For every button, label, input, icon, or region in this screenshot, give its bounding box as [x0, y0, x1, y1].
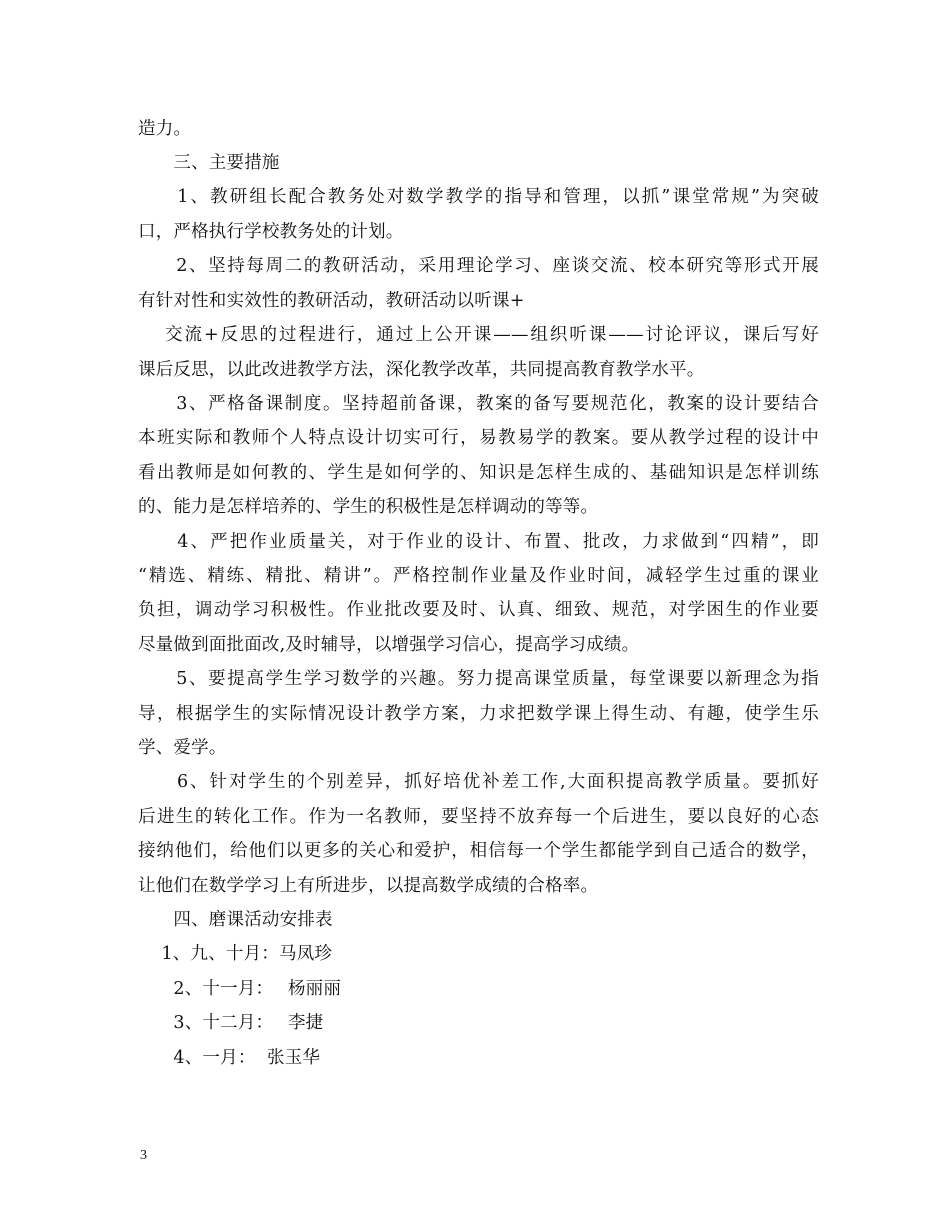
text-line: 造力。 — [138, 119, 192, 139]
text-line: 尽量做到面批面改,及时辅导，以增强学习信心，提高学习成绩。 — [138, 635, 640, 655]
text-line: 5、要提高学生学习数学的兴趣。努力提高课堂质量，每堂课要以新理念为指 — [138, 669, 819, 689]
text-line: 6、针对学生的个别差异，抓好培优补差工作,大面积提高教学质量。要抓好 — [138, 772, 819, 792]
text-line: 交流+反思的过程进行，通过上公开课——组织听课——讨论评议，课后写好 — [138, 325, 819, 345]
section-heading: 四、磨课活动安排表 — [138, 910, 333, 930]
text-line: 负担，调动学习积极性。作业批改要及时、认真、细致、规范，对学困生的作业要 — [138, 600, 819, 620]
schedule-item: 2、十一月： 杨丽丽 — [138, 979, 342, 999]
text-line: 2、坚持每周二的教研活动，采用理论学习、座谈交流、校本研究等形式开展 — [138, 256, 819, 276]
text-line: 本班实际和教师个人特点设计切实可行，易教易学的教案。要从教学过程的设计中 — [138, 428, 819, 448]
text-line: 课后反思，以此改进教学方法，深化教学改革，共同提高教育教学水平。 — [138, 360, 705, 380]
text-line: “精选、精练、精批、精讲”。严格控制作业量及作业时间，减轻学生过重的课业 — [138, 566, 819, 586]
section-heading: 三、主要措施 — [138, 153, 280, 173]
text-line: 1、教研组长配合教务处对数学教学的指导和管理，以抓”课堂常规”为突破 — [138, 187, 819, 207]
text-line: 3、严格备课制度。坚持超前备课，教案的备写要规范化，教案的设计要结合 — [138, 394, 819, 414]
schedule-item: 3、十二月： 李捷 — [138, 1013, 324, 1033]
text-line: 后进生的转化工作。作为一名教师，要坚持不放弃每一个后进生，要以良好的心态 — [138, 807, 819, 827]
page-number: 3 — [140, 1148, 147, 1163]
text-line: 导，根据学生的实际情况设计教学方案，力求把数学课上得生动、有趣，使学生乐 — [138, 704, 819, 724]
text-line: 看出教师是如何教的、学生是如何学的、知识是怎样生成的、基础知识是怎样训练 — [138, 463, 819, 483]
text-line: 有针对性和实效性的教研活动，教研活动以听课+ — [138, 291, 525, 311]
text-line: 的、能力是怎样培养的、学生的积极性是怎样调动的等等。 — [138, 497, 599, 517]
text-line: 4、严把作业质量关，对于作业的设计、布置、批改，力求做到“四精”，即 — [138, 532, 819, 552]
text-line: 口，严格执行学校教务处的计划。 — [138, 222, 404, 242]
text-line: 学、爱学。 — [138, 738, 227, 758]
text-line: 接纳他们，给他们以更多的关心和爱护，相信每一个学生都能学到自己适合的数学， — [138, 841, 819, 861]
text-line: 让他们在数学学习上有所进步，以提高数学成绩的合格率。 — [138, 876, 599, 896]
schedule-item: 1、九、十月：马凤珍 — [138, 944, 333, 964]
schedule-item: 4、一月： 张玉华 — [138, 1048, 321, 1068]
